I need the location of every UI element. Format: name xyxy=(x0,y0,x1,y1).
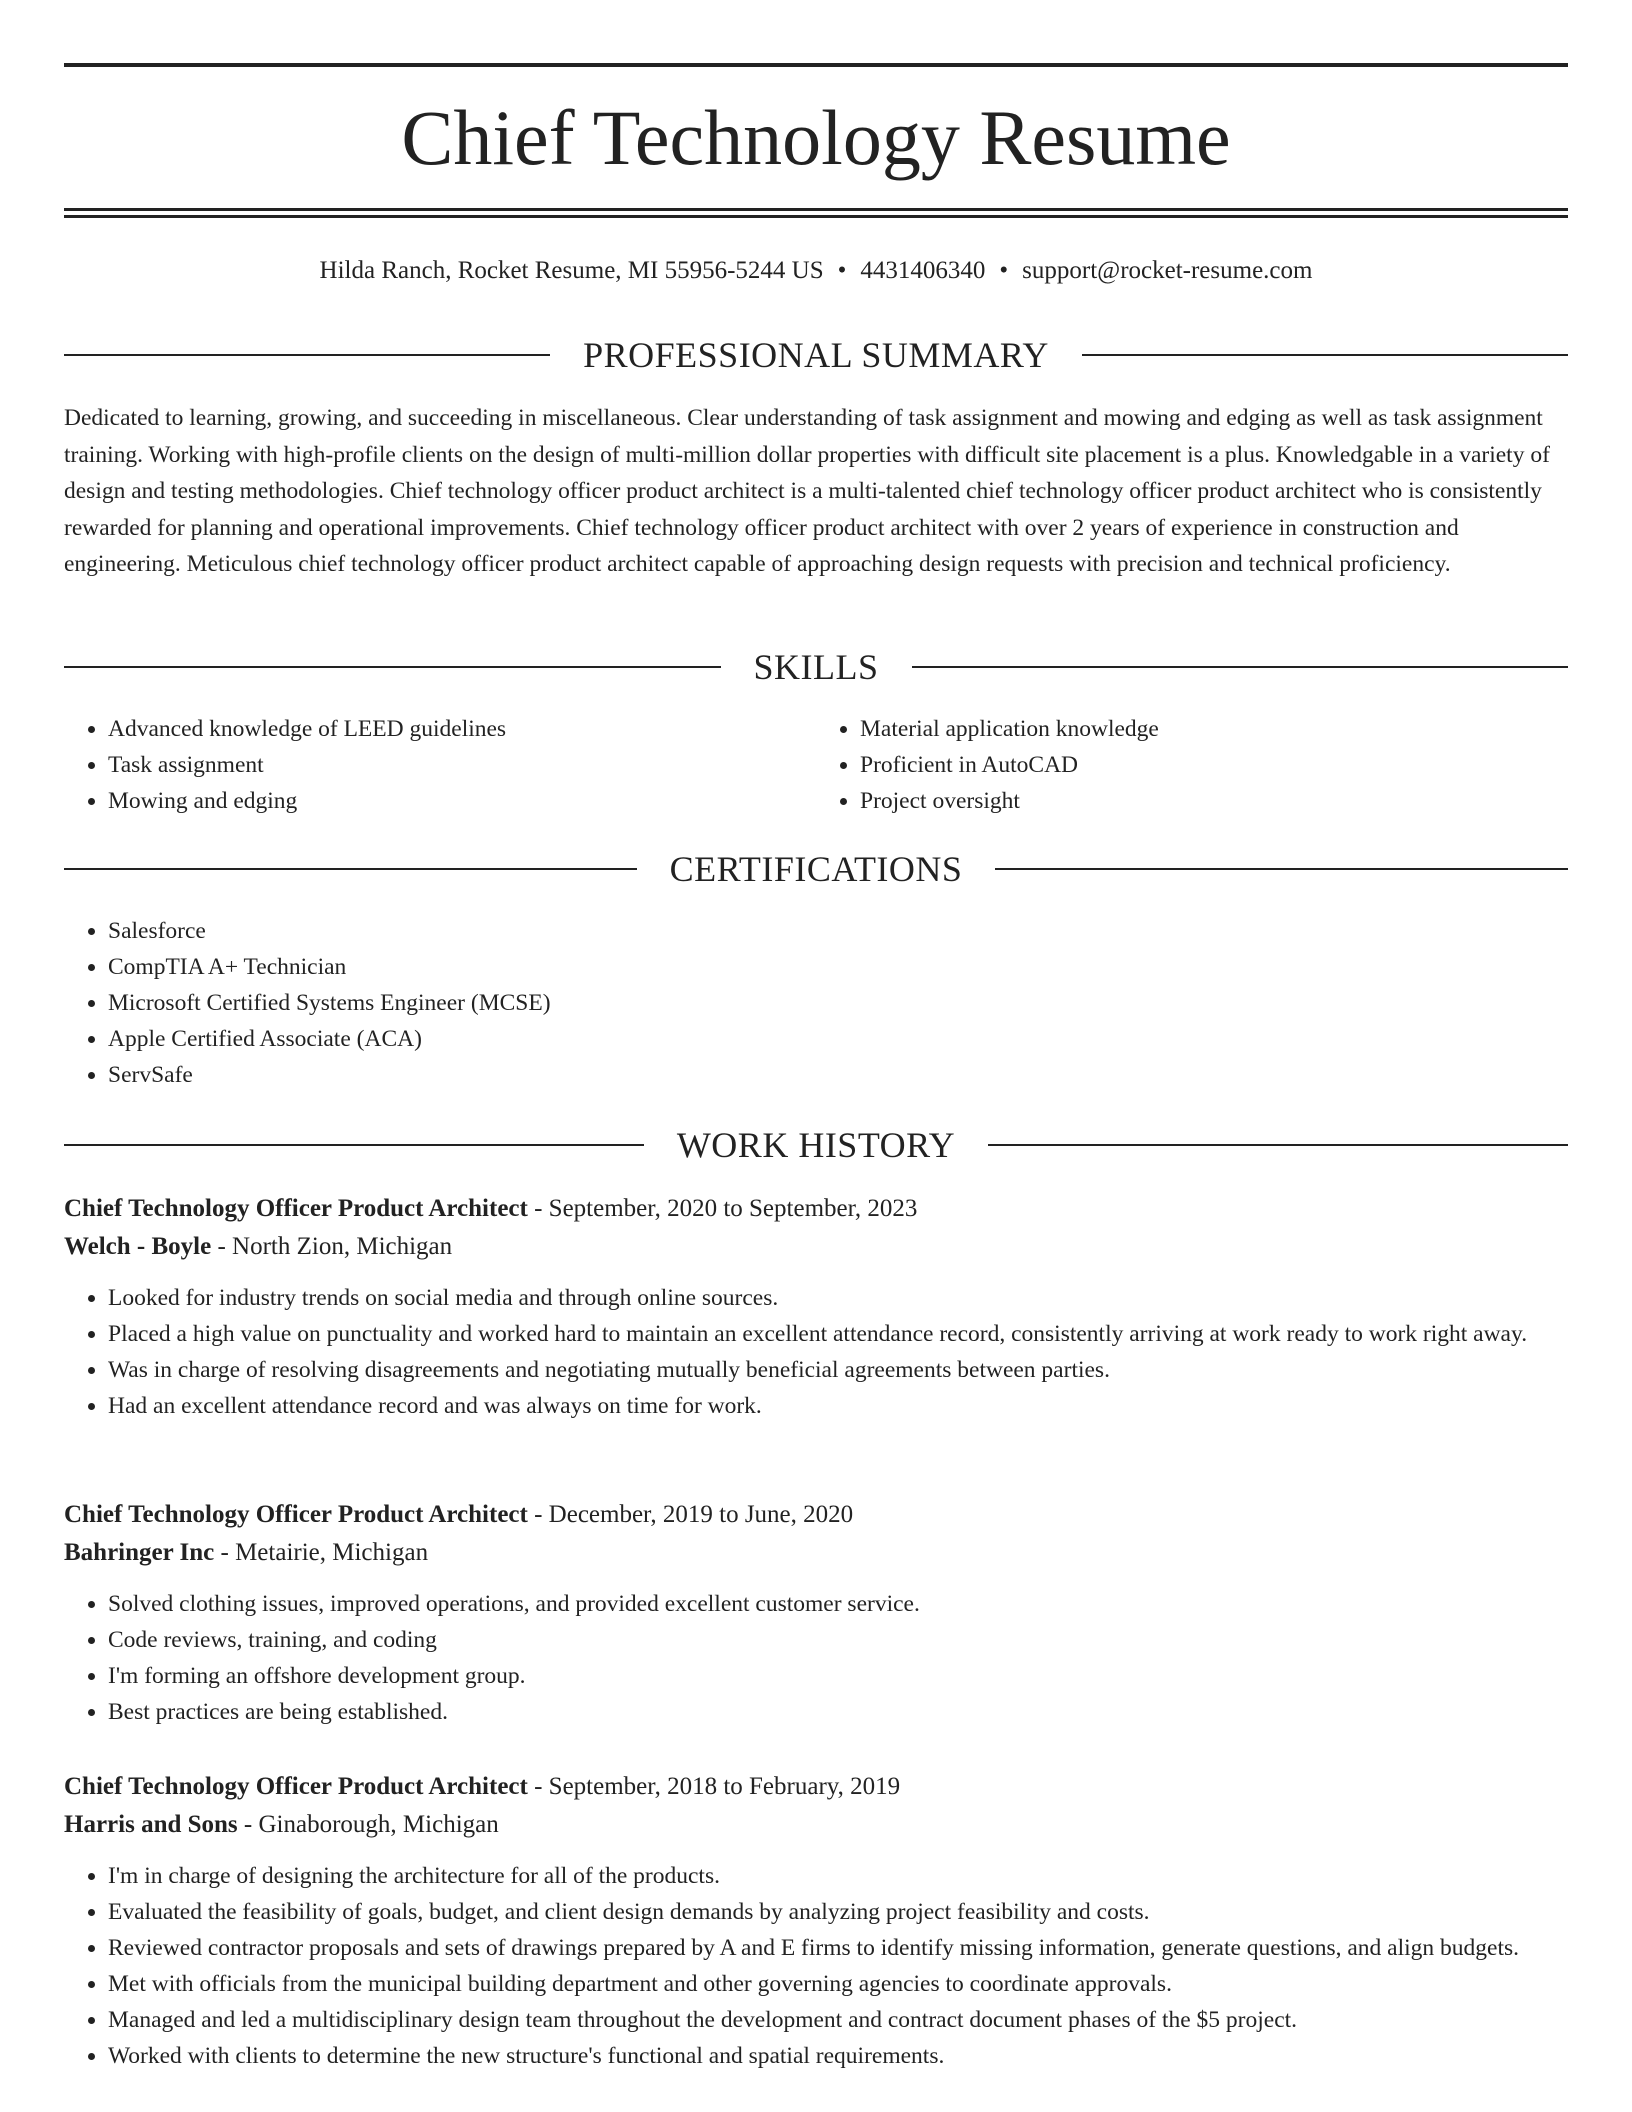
skill-item: • Project oversight xyxy=(860,783,1568,819)
job-dash: - xyxy=(214,1539,236,1566)
certification-item: • ServSafe xyxy=(108,1057,1568,1093)
job-dash: - xyxy=(527,1195,549,1222)
job-dash: - xyxy=(211,1233,233,1260)
skill-item: • Task assignment xyxy=(108,747,816,783)
job-company: Harris and Sons xyxy=(64,1811,238,1838)
heading-rule-right xyxy=(912,666,1569,668)
job-bullet: • I'm forming an offshore development group. xyxy=(108,1658,1568,1694)
certifications-block xyxy=(64,913,1568,1093)
heading-rule-right xyxy=(995,868,1568,870)
certifications-list xyxy=(64,913,1568,1093)
job-bullet: • Looked for industry trends on social media and through online sources. xyxy=(108,1280,1568,1316)
job-company: Welch - Boyle xyxy=(64,1233,212,1260)
job-entry xyxy=(64,1496,1568,1730)
job-bullet: • Best practices are being established. xyxy=(108,1694,1568,1730)
heading-rule-right xyxy=(988,1144,1568,1146)
skill-item: • Material application knowledge xyxy=(860,711,1568,747)
certifications-heading xyxy=(64,847,1568,891)
job-bullet: • Evaluated the feasibility of goals, budget, and client design demands by analyzing project feasibility and costs. xyxy=(108,1894,1568,1930)
job-dash: - xyxy=(527,1773,549,1800)
job-bullet: • Met with officials from the municipal building department and other governing agencies to coordinate approvals. xyxy=(108,1966,1568,2002)
contact-separator: • xyxy=(837,257,847,284)
heading-rule-left xyxy=(64,354,550,356)
job-bullets xyxy=(64,1586,1568,1730)
summary-heading xyxy=(64,333,1568,377)
job-company-line xyxy=(64,1228,1568,1266)
job-entry xyxy=(64,1190,1568,1424)
job-title: Chief Technology Officer Product Architect xyxy=(64,1195,528,1222)
title-double-rule xyxy=(64,208,1568,218)
contact-email: support@rocket-resume.com xyxy=(1022,257,1313,284)
job-title: Chief Technology Officer Product Architect xyxy=(64,1773,528,1800)
heading-rule-left xyxy=(64,666,721,668)
certification-item: • Microsoft Certified Systems Engineer (MCSE) xyxy=(108,985,1568,1021)
job-company: Bahringer Inc xyxy=(64,1539,215,1566)
job-company-line xyxy=(64,1806,1568,1844)
contact-address: Hilda Ranch, Rocket Resume, MI 55956-5244 US xyxy=(319,257,824,284)
job-bullet: • I'm in charge of designing the architecture for all of the products. xyxy=(108,1858,1568,1894)
job-bullets xyxy=(64,1858,1568,2074)
summary-text: Dedicated to learning, growing, and succeeding in miscellaneous. Clear understanding of task assignment and mowing and edging as well as task assignment training. Working with high-profile clients on the design of multi-million dollar properties with difficult site placement is a plus. Knowledgable in a variety of design and testing methodologies. Chief technology officer product architect is a multi-talented chief technology officer product architect who is consistently rewarded for planning and operational improvements. Chief technology officer product architect with over 2 years of experience in construction and engineering. Meticulous chief technology officer product architect capable of approaching design requests with precision and technical proficiency. xyxy=(64,405,1550,577)
skill-item: • Advanced knowledge of LEED guidelines xyxy=(108,711,816,747)
job-title-line xyxy=(64,1496,1568,1534)
job-title-line xyxy=(64,1190,1568,1228)
job-title-line xyxy=(64,1768,1568,1806)
certification-item: • CompTIA A+ Technician xyxy=(108,949,1568,985)
certifications-heading-label: CERTIFICATIONS xyxy=(669,849,963,889)
heading-rule-right xyxy=(1082,354,1568,356)
skills-heading-label: SKILLS xyxy=(753,647,879,687)
job-bullet: • Placed a high value on punctuality and worked hard to maintain an excellent attendance record, consistently arriving at work ready to work right away. xyxy=(108,1316,1568,1352)
job-bullet: • Managed and led a multidisciplinary design team throughout the development and contract document phases of the $5 project. xyxy=(108,2002,1568,2038)
job-location: Metairie, Michigan xyxy=(235,1539,429,1566)
skills-list-left xyxy=(64,711,816,819)
contact-line xyxy=(64,254,1568,288)
job-bullet: • Solved clothing issues, improved operations, and provided excellent customer service. xyxy=(108,1586,1568,1622)
job-bullet: • Code reviews, training, and coding xyxy=(108,1622,1568,1658)
job-bullet: • Had an excellent attendance record and was always on time for work. xyxy=(108,1388,1568,1424)
summary-heading-label: PROFESSIONAL SUMMARY xyxy=(583,335,1049,375)
job-bullet: • Worked with clients to determine the new structure's functional and spatial requirements. xyxy=(108,2038,1568,2074)
skills-heading xyxy=(64,645,1568,689)
job-location: Ginaborough, Michigan xyxy=(258,1811,499,1838)
skill-item: • Proficient in AutoCAD xyxy=(860,747,1568,783)
contact-phone: 4431406340 xyxy=(860,257,986,284)
job-entry xyxy=(64,1768,1568,2074)
skill-item: • Mowing and edging xyxy=(108,783,816,819)
heading-rule-left xyxy=(64,1144,644,1146)
skills-list-right xyxy=(816,711,1568,819)
work-history-heading xyxy=(64,1123,1568,1167)
job-dates: September, 2018 to February, 2019 xyxy=(548,1773,901,1800)
job-company-line xyxy=(64,1534,1568,1572)
job-bullet: • Was in charge of resolving disagreements and negotiating mutually beneficial agreements between parties. xyxy=(108,1352,1568,1388)
job-bullets xyxy=(64,1280,1568,1424)
heading-rule-left xyxy=(64,868,637,870)
skills-columns xyxy=(64,711,1568,819)
job-dash: - xyxy=(237,1811,259,1838)
certification-item: • Apple Certified Associate (ACA) xyxy=(108,1021,1568,1057)
job-dash: - xyxy=(527,1501,549,1528)
certification-item: • Salesforce xyxy=(108,913,1568,949)
job-location: North Zion, Michigan xyxy=(232,1233,453,1260)
work-history-heading-label: WORK HISTORY xyxy=(676,1125,956,1165)
job-title: Chief Technology Officer Product Architect xyxy=(64,1501,528,1528)
resume-title: Chief Technology Resume xyxy=(401,94,1231,181)
job-bullet: • Reviewed contractor proposals and sets of drawings prepared by A and E firms to identify missing information, generate questions, and align budgets. xyxy=(108,1930,1568,1966)
job-dates: December, 2019 to June, 2020 xyxy=(548,1501,854,1528)
top-rule xyxy=(64,63,1568,67)
contact-separator: • xyxy=(999,257,1009,284)
job-dates: September, 2020 to September, 2023 xyxy=(548,1195,918,1222)
